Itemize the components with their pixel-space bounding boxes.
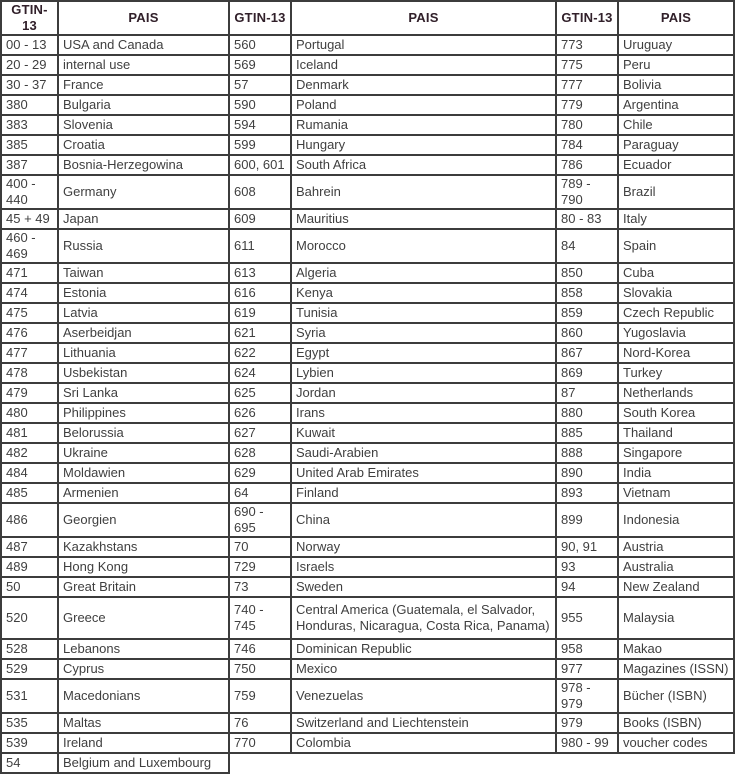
gtin-code-cell: 622 (229, 343, 291, 363)
gtin-code-cell: 867 (556, 343, 618, 363)
country-cell: Armenien (58, 483, 229, 503)
country-cell: Sweden (291, 577, 556, 597)
country-cell: New Zealand (618, 577, 734, 597)
gtin-code-cell: 619 (229, 303, 291, 323)
country-cell: Yugoslavia (618, 323, 734, 343)
blank-cell (556, 753, 618, 773)
table-row (1, 463, 734, 483)
table-row (1, 577, 734, 597)
blank-cell (618, 753, 734, 773)
gtin-code-cell: 64 (229, 483, 291, 503)
country-cell: Chile (618, 115, 734, 135)
table-row (1, 135, 734, 155)
country-cell: Portugal (291, 35, 556, 55)
gtin-code-cell: 93 (556, 557, 618, 577)
table-row (1, 95, 734, 115)
country-cell: Irans (291, 403, 556, 423)
country-cell: Uruguay (618, 35, 734, 55)
country-cell: Macedonians (58, 679, 229, 713)
country-cell: Algeria (291, 263, 556, 283)
gtin-code-cell: 57 (229, 75, 291, 95)
table-row (1, 443, 734, 463)
gtin-code-cell: 786 (556, 155, 618, 175)
gtin-code-cell: 770 (229, 733, 291, 753)
gtin-code-cell: 599 (229, 135, 291, 155)
country-cell: Czech Republic (618, 303, 734, 323)
country-cell: Slovakia (618, 283, 734, 303)
gtin-code-cell: 90, 91 (556, 537, 618, 557)
country-cell: Latvia (58, 303, 229, 323)
country-cell: Moldawien (58, 463, 229, 483)
gtin-code-cell: 76 (229, 713, 291, 733)
gtin-code-cell: 625 (229, 383, 291, 403)
gtin-code-cell: 50 (1, 577, 58, 597)
table-row (1, 323, 734, 343)
gtin-code-cell: 980 - 99 (556, 733, 618, 753)
country-cell: Morocco (291, 229, 556, 263)
table-row (1, 155, 734, 175)
gtin-code-cell: 859 (556, 303, 618, 323)
table-row (1, 639, 734, 659)
gtin-code-cell: 87 (556, 383, 618, 403)
gtin-code-cell: 627 (229, 423, 291, 443)
table-row (1, 303, 734, 323)
country-cell: Bolivia (618, 75, 734, 95)
country-cell: Hong Kong (58, 557, 229, 577)
gtin-code-cell: 608 (229, 175, 291, 209)
country-cell: Belgium and Luxembourg (58, 753, 229, 773)
gtin-code-cell: 628 (229, 443, 291, 463)
country-cell: Paraguay (618, 135, 734, 155)
country-cell: Bosnia-Herzegowina (58, 155, 229, 175)
country-cell: Turkey (618, 363, 734, 383)
gtin-code-cell: 520 (1, 597, 58, 639)
country-cell: Finland (291, 483, 556, 503)
gtin-code-cell: 535 (1, 713, 58, 733)
gtin-code-cell: 30 - 37 (1, 75, 58, 95)
country-cell: Italy (618, 209, 734, 229)
country-cell: Usbekistan (58, 363, 229, 383)
country-cell: Cyprus (58, 659, 229, 679)
gtin-code-cell: 740 - 745 (229, 597, 291, 639)
country-cell: Books (ISBN) (618, 713, 734, 733)
table-row (1, 557, 734, 577)
gtin-code-cell: 729 (229, 557, 291, 577)
gtin-code-cell: 609 (229, 209, 291, 229)
gtin-code-cell: 777 (556, 75, 618, 95)
gtin-code-cell: 489 (1, 557, 58, 577)
table-row (1, 343, 734, 363)
country-cell: Central America (Guatemala, el Salvador, Honduras, Nicaragua, Costa Rica, Panama) (291, 597, 556, 639)
table-row (1, 283, 734, 303)
country-cell: Peru (618, 55, 734, 75)
country-column-header: PAIS (58, 1, 229, 35)
gtin-code-cell: 789 - 790 (556, 175, 618, 209)
country-cell: Dominican Republic (291, 639, 556, 659)
country-cell: Brazil (618, 175, 734, 209)
gtin-code-cell: 850 (556, 263, 618, 283)
country-cell: United Arab Emirates (291, 463, 556, 483)
country-cell: Kazakhstans (58, 537, 229, 557)
country-cell: Venezuelas (291, 679, 556, 713)
gtin-code-cell: 880 (556, 403, 618, 423)
table-row (1, 659, 734, 679)
gtin-code-cell: 528 (1, 639, 58, 659)
table-row (1, 229, 734, 263)
country-cell: Australia (618, 557, 734, 577)
country-column-header: PAIS (618, 1, 734, 35)
table-row (1, 753, 734, 773)
gtin-code-cell: 890 (556, 463, 618, 483)
gtin-code-cell: 385 (1, 135, 58, 155)
table-row (1, 209, 734, 229)
table-row (1, 363, 734, 383)
table-row (1, 263, 734, 283)
gtin-code-cell: 478 (1, 363, 58, 383)
country-cell: Norway (291, 537, 556, 557)
gtin-code-cell: 387 (1, 155, 58, 175)
country-cell: Jordan (291, 383, 556, 403)
gtin-code-cell: 885 (556, 423, 618, 443)
gtin-code-cell: 479 (1, 383, 58, 403)
country-cell: China (291, 503, 556, 537)
table-row (1, 75, 734, 95)
gtin-code-cell: 893 (556, 483, 618, 503)
country-cell: voucher codes (618, 733, 734, 753)
country-cell: Vietnam (618, 483, 734, 503)
country-cell: Sri Lanka (58, 383, 229, 403)
country-cell: Ecuador (618, 155, 734, 175)
table-row (1, 175, 734, 209)
gtin-code-cell: 84 (556, 229, 618, 263)
country-cell: Tunisia (291, 303, 556, 323)
country-cell: Singapore (618, 443, 734, 463)
gtin-code-cell: 780 (556, 115, 618, 135)
country-cell: India (618, 463, 734, 483)
gtin-code-cell: 471 (1, 263, 58, 283)
country-cell: Bahrein (291, 175, 556, 209)
country-cell: Belorussia (58, 423, 229, 443)
gtin-code-cell: 759 (229, 679, 291, 713)
table-row (1, 35, 734, 55)
country-cell: Switzerland and Liechtenstein (291, 713, 556, 733)
gtin-code-cell: 474 (1, 283, 58, 303)
country-cell: Lybien (291, 363, 556, 383)
gtin-code-cell: 383 (1, 115, 58, 135)
country-cell: Israels (291, 557, 556, 577)
gtin-code-cell: 00 - 13 (1, 35, 58, 55)
country-cell: Japan (58, 209, 229, 229)
gtin-code-cell: 616 (229, 283, 291, 303)
table-row (1, 423, 734, 443)
country-cell: Rumania (291, 115, 556, 135)
gtin-code-cell: 590 (229, 95, 291, 115)
country-cell: Saudi-Arabien (291, 443, 556, 463)
gtin-code-cell: 560 (229, 35, 291, 55)
country-cell: Slovenia (58, 115, 229, 135)
country-cell: Nord-Korea (618, 343, 734, 363)
country-cell: Indonesia (618, 503, 734, 537)
table-row (1, 679, 734, 713)
gtin-code-cell: 475 (1, 303, 58, 323)
gtin-code-cell: 476 (1, 323, 58, 343)
gtin-code-cell: 773 (556, 35, 618, 55)
table-row (1, 597, 734, 639)
country-cell: South Africa (291, 155, 556, 175)
table-row (1, 55, 734, 75)
gtin-code-cell: 400 - 440 (1, 175, 58, 209)
country-cell: internal use (58, 55, 229, 75)
table-body (1, 35, 734, 773)
gtin-code-cell: 529 (1, 659, 58, 679)
gtin-code-cell: 380 (1, 95, 58, 115)
country-cell: Estonia (58, 283, 229, 303)
country-cell: Thailand (618, 423, 734, 443)
country-cell: France (58, 75, 229, 95)
table-row (1, 403, 734, 423)
gtin-code-cell: 531 (1, 679, 58, 713)
country-cell: Syria (291, 323, 556, 343)
gtin-code-cell: 869 (556, 363, 618, 383)
gtin-code-cell: 487 (1, 537, 58, 557)
gtin-column-header: GTIN-13 (556, 1, 618, 35)
country-cell: Egypt (291, 343, 556, 363)
gtin-code-cell: 955 (556, 597, 618, 639)
country-cell: Croatia (58, 135, 229, 155)
gtin-code-cell: 860 (556, 323, 618, 343)
country-cell: Magazines (ISSN) (618, 659, 734, 679)
country-cell: Netherlands (618, 383, 734, 403)
gtin-code-cell: 480 (1, 403, 58, 423)
country-cell: Hungary (291, 135, 556, 155)
gtin-code-cell: 539 (1, 733, 58, 753)
country-cell: Great Britain (58, 577, 229, 597)
table-row (1, 537, 734, 557)
country-cell: Lithuania (58, 343, 229, 363)
country-cell: Bücher (ISBN) (618, 679, 734, 713)
gtin-code-cell: 484 (1, 463, 58, 483)
country-cell: South Korea (618, 403, 734, 423)
gtin-code-cell: 979 (556, 713, 618, 733)
gtin-code-cell: 784 (556, 135, 618, 155)
table-row (1, 713, 734, 733)
gtin-code-cell: 594 (229, 115, 291, 135)
gtin-code-cell: 899 (556, 503, 618, 537)
gtin-code-cell: 482 (1, 443, 58, 463)
table-header-row (1, 1, 734, 35)
gtin-code-cell: 73 (229, 577, 291, 597)
gtin-code-cell: 746 (229, 639, 291, 659)
country-cell: Malaysia (618, 597, 734, 639)
table-row (1, 383, 734, 403)
country-column-header: PAIS (291, 1, 556, 35)
country-cell: Georgien (58, 503, 229, 537)
country-cell: Cuba (618, 263, 734, 283)
table-row (1, 115, 734, 135)
country-cell: Spain (618, 229, 734, 263)
country-cell: Aserbeidjan (58, 323, 229, 343)
country-cell: Greece (58, 597, 229, 639)
country-cell: Taiwan (58, 263, 229, 283)
gtin-code-cell: 460 - 469 (1, 229, 58, 263)
gtin-code-cell: 600, 601 (229, 155, 291, 175)
gtin-code-cell: 20 - 29 (1, 55, 58, 75)
country-cell: Makao (618, 639, 734, 659)
gtin-code-cell: 888 (556, 443, 618, 463)
gtin-code-cell: 94 (556, 577, 618, 597)
country-cell: Maltas (58, 713, 229, 733)
gtin-code-cell: 690 - 695 (229, 503, 291, 537)
gtin-code-cell: 45 + 49 (1, 209, 58, 229)
gtin-code-cell: 629 (229, 463, 291, 483)
gtin-code-cell: 978 - 979 (556, 679, 618, 713)
country-cell: Ireland (58, 733, 229, 753)
country-cell: Iceland (291, 55, 556, 75)
gtin-code-cell: 485 (1, 483, 58, 503)
gtin-code-cell: 750 (229, 659, 291, 679)
table-row (1, 733, 734, 753)
table-row (1, 503, 734, 537)
country-cell: Philippines (58, 403, 229, 423)
country-cell: USA and Canada (58, 35, 229, 55)
gtin-code-cell: 613 (229, 263, 291, 283)
gtin-code-cell: 621 (229, 323, 291, 343)
gtin-code-cell: 477 (1, 343, 58, 363)
gtin-code-cell: 779 (556, 95, 618, 115)
gtin-code-cell: 481 (1, 423, 58, 443)
gtin-code-cell: 858 (556, 283, 618, 303)
gtin-code-cell: 486 (1, 503, 58, 537)
gtin-code-cell: 958 (556, 639, 618, 659)
country-cell: Ukraine (58, 443, 229, 463)
country-cell: Kenya (291, 283, 556, 303)
gtin-code-cell: 80 - 83 (556, 209, 618, 229)
gtin-column-header: GTIN-13 (1, 1, 58, 35)
blank-cell (291, 753, 556, 773)
gtin-code-cell: 977 (556, 659, 618, 679)
country-cell: Bulgaria (58, 95, 229, 115)
gtin-code-cell: 611 (229, 229, 291, 263)
gtin-code-cell: 626 (229, 403, 291, 423)
country-cell: Poland (291, 95, 556, 115)
country-cell: Austria (618, 537, 734, 557)
gtin-code-cell: 569 (229, 55, 291, 75)
country-cell: Lebanons (58, 639, 229, 659)
country-cell: Kuwait (291, 423, 556, 443)
gtin-code-cell: 775 (556, 55, 618, 75)
country-cell: Mauritius (291, 209, 556, 229)
gtin-code-cell: 54 (1, 753, 58, 773)
country-cell: Denmark (291, 75, 556, 95)
country-cell: Germany (58, 175, 229, 209)
country-cell: Colombia (291, 733, 556, 753)
table-row (1, 483, 734, 503)
gtin-code-cell: 624 (229, 363, 291, 383)
country-cell: Russia (58, 229, 229, 263)
country-cell: Mexico (291, 659, 556, 679)
country-cell: Argentina (618, 95, 734, 115)
gtin-code-cell: 70 (229, 537, 291, 557)
blank-cell (229, 753, 291, 773)
gtin-column-header: GTIN-13 (229, 1, 291, 35)
